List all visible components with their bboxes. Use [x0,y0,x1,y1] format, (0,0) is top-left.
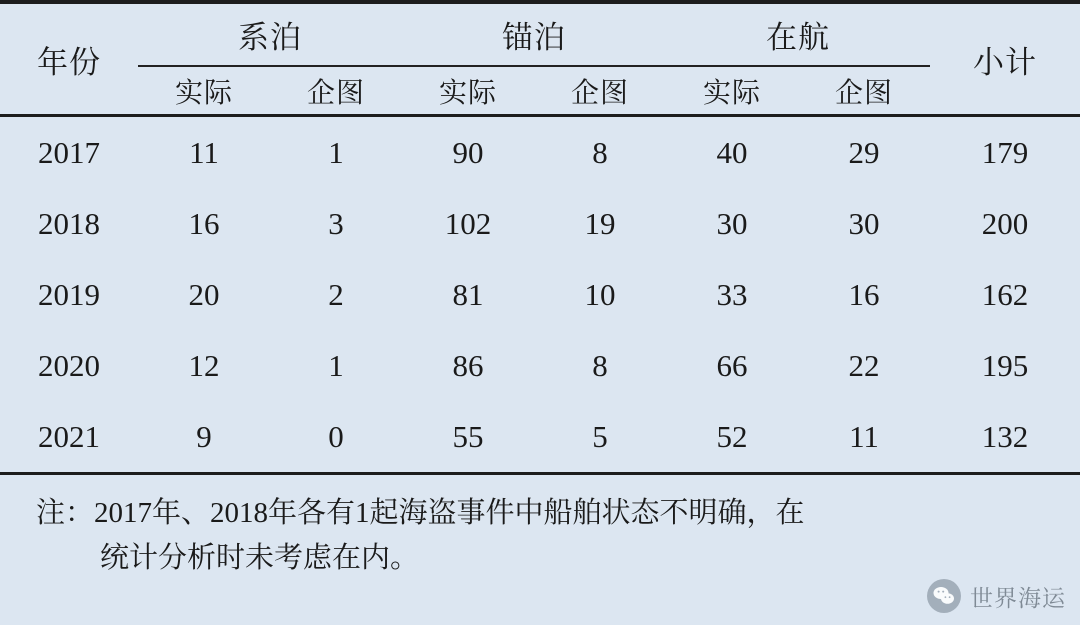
cell-underway-actual: 66 [716,347,748,383]
watermark [927,579,1066,613]
cell-mooring-actual: 9 [196,418,212,454]
cell-underway-attempted: 11 [849,418,879,454]
cell-subtotal: 195 [981,347,1029,383]
cell-mooring-actual: 12 [188,347,220,383]
table-note-line-2: 统计分析时未考虑在内。 [100,541,420,574]
cell-anchored-attempted: 5 [592,418,608,454]
cell-underway-attempted: 16 [848,276,880,312]
cell-year: 2021 [38,418,100,454]
piracy-statistics-body [0,117,1080,472]
cell-anchored-attempted: 8 [592,134,608,170]
cell-mooring-actual: 16 [188,205,220,241]
header-group-underway: 在航 [666,4,930,66]
cell-anchored-actual: 102 [444,205,492,241]
table-header [0,4,1080,114]
cell-subtotal: 200 [981,205,1029,241]
cell-subtotal: 179 [981,134,1029,170]
header-subtotal: 小计 [973,44,1037,80]
table-body [0,117,1080,472]
cell-mooring-attempted: 1 [328,134,344,170]
table-row [0,259,1080,330]
cell-subtotal: 162 [981,276,1029,312]
header-anchored-actual: 实际 [438,77,497,109]
header-mooring-attempted: 企图 [306,77,365,109]
cell-mooring-attempted: 1 [328,347,344,383]
cell-underway-attempted: 29 [848,134,880,170]
cell-underway-actual: 33 [716,276,748,312]
watermark-label: 世界海运 [970,584,1066,611]
table-header-row-subcolumns [0,66,1080,114]
cell-mooring-actual: 20 [188,276,220,312]
cell-anchored-actual: 81 [452,276,484,312]
cell-anchored-attempted: 19 [584,205,616,241]
wechat-icon [927,579,961,613]
cell-mooring-actual: 11 [189,134,219,170]
cell-mooring-attempted: 2 [328,276,344,312]
cell-underway-actual: 30 [716,205,748,241]
header-mooring-actual: 实际 [174,77,233,109]
table-note [0,475,1080,581]
cell-underway-attempted: 22 [848,347,880,383]
cell-year: 2019 [38,276,100,312]
cell-mooring-attempted: 0 [328,418,344,454]
piracy-statistics-table [0,4,1080,114]
cell-anchored-actual: 86 [452,347,484,383]
cell-subtotal: 132 [981,418,1029,454]
cell-anchored-actual: 55 [452,418,484,454]
cell-year: 2018 [38,205,100,241]
table-row [0,401,1080,472]
cell-year: 2020 [38,347,100,383]
header-underway-actual: 实际 [702,77,761,109]
header-anchored-attempted: 企图 [570,77,629,109]
header-group-anchored: 锚泊 [402,4,666,66]
cell-underway-actual: 40 [716,134,748,170]
header-group-mooring: 系泊 [138,4,402,66]
table-row [0,117,1080,188]
table-header-row-groups [0,4,1080,66]
cell-underway-actual: 52 [716,418,748,454]
cell-anchored-attempted: 8 [592,347,608,383]
cell-year: 2017 [38,134,100,170]
header-year: 年份 [37,44,101,80]
cell-anchored-actual: 90 [452,134,484,170]
table-row [0,330,1080,401]
table-row [0,188,1080,259]
table-note-line-1: 注：2017年、2018年各有1起海盗事件中船舶状态不明确，在 [36,497,805,529]
cell-anchored-attempted: 10 [584,276,616,312]
cell-underway-attempted: 30 [848,205,880,241]
header-underway-attempted: 企图 [834,77,893,109]
cell-mooring-attempted: 3 [328,205,344,241]
